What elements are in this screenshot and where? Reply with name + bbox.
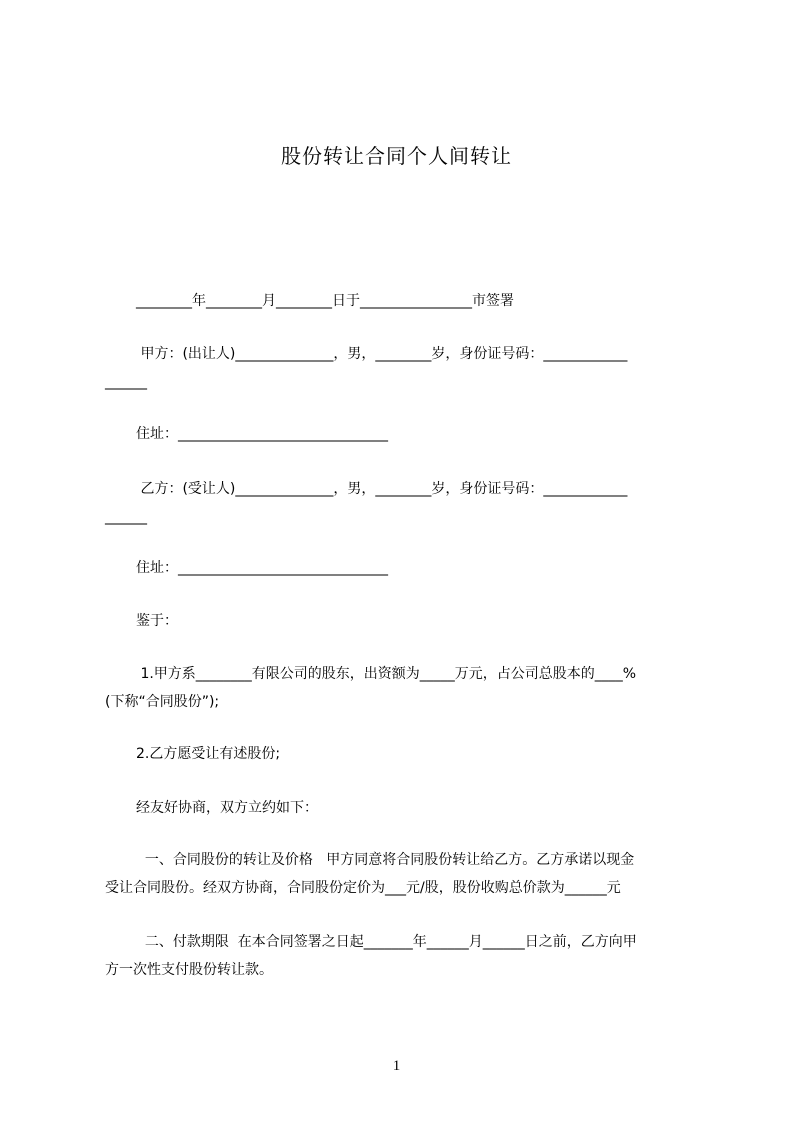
party-b-line: 乙方：(受让人)______________，男，________岁，身份证号码：____________ [136,481,628,497]
whereas-heading: 鉴于： [136,613,178,629]
recital-1-line-continued: (下称“合同股份”); [105,694,220,710]
signing-date-line: ________年________月________日于________________市签署 [136,293,514,309]
clause-1-line: 一、合同股份的转让及价格 甲方同意将合同股份转让给乙方。乙方承诺以现金 [136,852,635,868]
agreement-intro-line: 经友好协商，双方立约如下： [136,800,318,816]
clause-2-line-continued: 方一次性支付股份转让款。 [105,962,273,978]
party-a-line-continued: ______ [105,374,147,390]
party-b-address-line: 住址：______________________________ [136,560,388,576]
party-a-line: 甲方：(出让人)______________，男，________岁，身份证号码：____________ [136,346,628,362]
recital-2-line: 2.乙方愿受让有述股份; [136,746,281,762]
recital-1-line: 1.甲方系________有限公司的股东，出资额为_____万元，占公司总股本的____% [136,666,637,682]
clause-1-line-continued: 受让合同股份。经双方协商，合同股份定价为___元/股，股份收购总价款为______元 [105,880,621,896]
party-a-address-line: 住址：______________________________ [136,426,388,442]
clause-2-line: 二、付款期限 在本合同签署之日起_______年______月______日之前，乙方向甲 [136,934,637,950]
party-b-line-continued: ______ [105,509,147,525]
document-title: 股份转让合同个人间转让 [281,144,512,168]
page-number: 1 [392,1058,401,1074]
